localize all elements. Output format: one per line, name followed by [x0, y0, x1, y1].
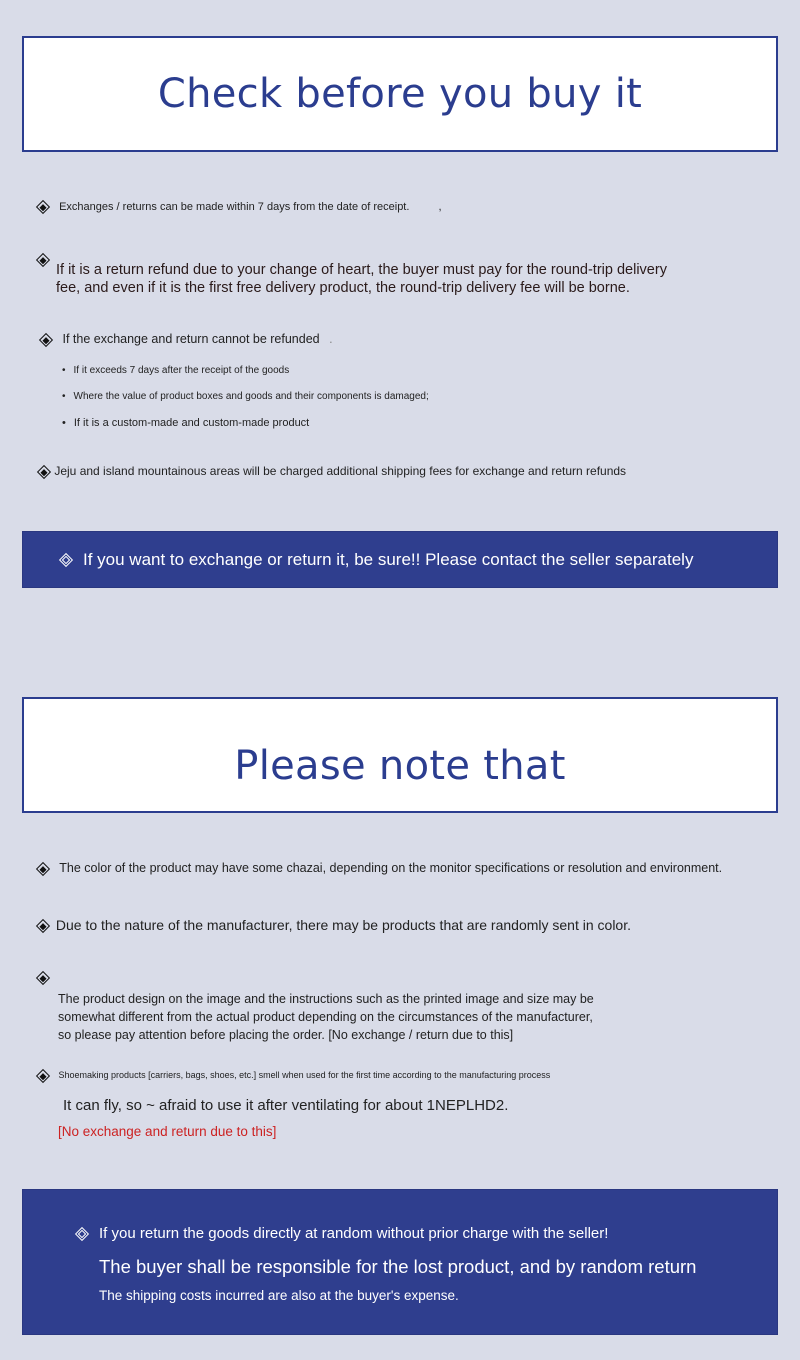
diamond-bullet-icon — [36, 971, 50, 985]
notice-text-line2: fee, and even if it is the first free delivery product, the round-trip delivery fee will be borne. — [56, 280, 630, 296]
notice-item-returns-window — [38, 201, 442, 213]
notice-suffix: . — [329, 332, 333, 346]
section1-title: Check before you buy it — [157, 71, 643, 117]
dot-bullet-icon: • — [62, 417, 66, 429]
notice-text-line1: If it is a return refund due to your change of heart, the buyer must pay for the round-trip delivery — [56, 262, 667, 278]
sub-bullet-exceeds-7-days: • If it exceeds 7 days after the receipt of the goods — [62, 365, 290, 376]
notice-text: If the exchange and return cannot be refunded — [62, 332, 320, 346]
dot-bullet-icon: • — [62, 391, 66, 402]
banner-text: If you want to exchange or return it, be sure!! Please contact the seller separately — [83, 549, 694, 569]
note-text-ventilate: It can fly, so ~ afraid to use it after ventilating for about 1NEPLHD2. — [63, 1097, 509, 1114]
diamond-bullet-icon — [59, 552, 73, 566]
notice-text: Exchanges / returns can be made within 7 days from the date of receipt. — [59, 201, 410, 213]
note-item-color-difference — [38, 861, 722, 875]
banner-text-line3: The shipping costs incurred are also at the buyer's expense. — [99, 1288, 459, 1303]
diamond-bullet-icon — [36, 862, 50, 876]
contact-seller-banner — [22, 531, 778, 588]
sub-bullet-damaged: • Where the value of product boxes and goods and their components is damaged; — [62, 391, 429, 402]
diamond-bullet-icon — [37, 465, 51, 479]
notice-item-non-refundable — [41, 332, 333, 346]
note-item-smell — [38, 1070, 550, 1081]
section2-title-box — [22, 697, 778, 813]
diamond-bullet-icon — [36, 253, 50, 267]
diamond-bullet-icon — [36, 919, 50, 933]
note-text: The color of the product may have some chazai, depending on the monitor specifications or resolution and environment. — [59, 861, 723, 875]
note-text: Due to the nature of the manufacturer, there may be products that are randomly sent in color. — [55, 917, 631, 933]
section1-title-box — [22, 36, 778, 152]
notice-text: Jeju and island mountainous areas will be charged additional shipping fees for exchange and return refunds — [54, 464, 627, 478]
notice-item-jeju — [39, 464, 626, 478]
notice-item-change-of-heart — [38, 255, 667, 297]
random-return-banner — [22, 1189, 778, 1335]
dot-bullet-icon: • — [62, 365, 66, 376]
diamond-bullet-icon — [36, 1069, 50, 1083]
note-text-line3: so please pay attention before placing the order. [No exchange / return due to this] — [58, 1028, 514, 1042]
section2-title: Please note that — [234, 743, 566, 789]
diamond-bullet-icon — [75, 1226, 89, 1240]
banner-text-line2: The buyer shall be responsible for the lost product, and by random return — [99, 1256, 697, 1277]
note-text-line2: somewhat different from the actual product depending on the circumstances of the manufacturer, — [58, 1010, 593, 1024]
banner-text-line1: If you return the goods directly at random without prior charge with the seller! — [99, 1225, 609, 1242]
note-text-small: Shoemaking products [carriers, bags, shoes, etc.] smell when used for the first time according to the manufacturing process — [58, 1070, 551, 1080]
diamond-bullet-icon — [39, 333, 53, 347]
note-text-no-exchange-red: [No exchange and return due to this] — [58, 1124, 277, 1139]
note-text-line1: The product design on the image and the instructions such as the printed image and size may be — [58, 992, 594, 1006]
note-item-design-difference — [38, 968, 594, 1044]
note-item-random-color — [38, 917, 631, 933]
sub-bullet-custom-made: • If it is a custom-made and custom-made product — [62, 417, 310, 429]
diamond-bullet-icon — [36, 200, 50, 214]
notice-suffix: , — [438, 201, 442, 213]
